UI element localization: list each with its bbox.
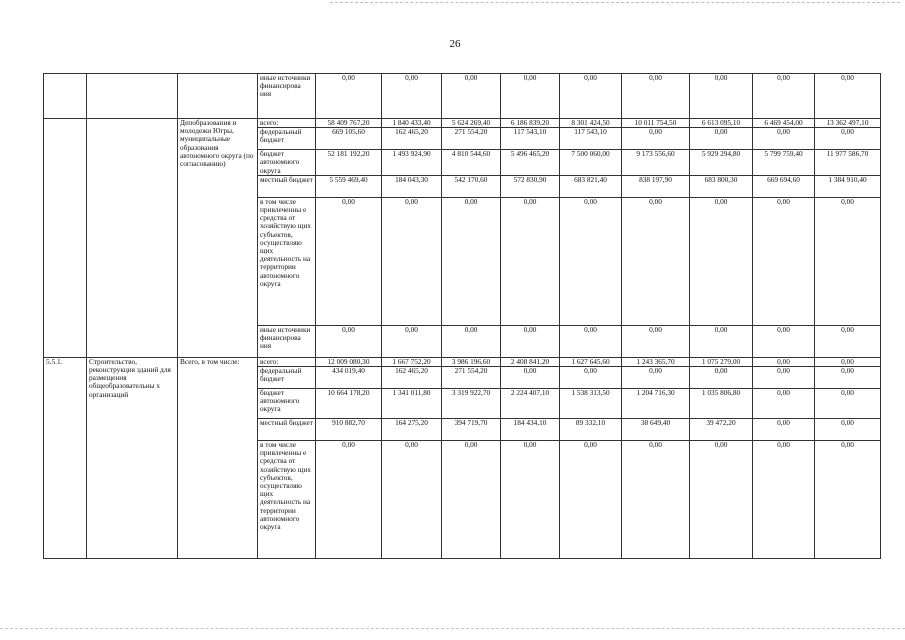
value-cell: 669 105,60: [316, 128, 382, 150]
value-cell: 0,00: [690, 197, 753, 325]
value-cell: 0,00: [622, 128, 690, 150]
value-cell: 0,00: [501, 367, 560, 389]
value-cell: 1 667 752,20: [382, 357, 442, 366]
code-cell: [44, 74, 87, 119]
value-cell: 3 319 922,70: [442, 389, 501, 419]
value-cell: 1 204 716,30: [622, 389, 690, 419]
value-cell: 0,00: [753, 197, 815, 325]
value-cell: 0,00: [501, 197, 560, 325]
source-label: федеральный бюджет: [258, 367, 316, 389]
value-cell: 1 341 011,80: [382, 389, 442, 419]
name-cell: Строительство, реконструкция зданий для размещения общеобразовательны х организаций: [87, 357, 178, 558]
value-cell: 10 011 754,50: [622, 119, 690, 128]
source-label: в том числе привлеченны е средства от хозяйствую щих субъектов, осуществляю щих деятельность на территории автономного округа: [258, 197, 316, 325]
value-cell: 39 472,20: [690, 419, 753, 441]
value-cell: 0,00: [622, 74, 690, 119]
value-cell: 0,00: [753, 128, 815, 150]
value-cell: 0,00: [753, 325, 815, 357]
value-cell: 58 409 767,20: [316, 119, 382, 128]
executor-cell: [178, 74, 258, 119]
budget-table: [43, 73, 881, 559]
value-cell: 7 500 060,00: [560, 150, 622, 176]
value-cell: 184 434,10: [501, 419, 560, 441]
value-cell: 10 664 178,20: [316, 389, 382, 419]
value-cell: 0,00: [382, 197, 442, 325]
table-row: [44, 74, 881, 119]
value-cell: 0,00: [501, 441, 560, 559]
value-cell: 6 469 454,00: [753, 119, 815, 128]
value-cell: 1 075 279,00: [690, 357, 753, 366]
value-cell: 0,00: [815, 419, 881, 441]
value-cell: 1 493 924,90: [382, 150, 442, 176]
value-cell: 0,00: [815, 74, 881, 119]
value-cell: 5 929 294,80: [690, 150, 753, 176]
value-cell: 5 799 759,40: [753, 150, 815, 176]
value-cell: 12 009 080,30: [316, 357, 382, 366]
source-label: иные источники финансирова ния: [258, 325, 316, 357]
value-cell: 1 035 806,80: [690, 389, 753, 419]
value-cell: 0,00: [316, 325, 382, 357]
value-cell: 910 882,70: [316, 419, 382, 441]
value-cell: 6 186 839,20: [501, 119, 560, 128]
value-cell: 683 800,30: [690, 175, 753, 197]
source-label: местный бюджет: [258, 419, 316, 441]
value-cell: 0,00: [690, 441, 753, 559]
value-cell: 0,00: [560, 74, 622, 119]
source-label: в том числе привлеченны е средства от хозяйствую щих субъектов, осуществляю щих деятельность на территории автономного округа: [258, 441, 316, 559]
value-cell: 162 465,20: [382, 367, 442, 389]
source-label: всего:: [258, 119, 316, 128]
value-cell: 0,00: [560, 325, 622, 357]
source-label: бюджет автономного округа: [258, 150, 316, 176]
value-cell: 1 538 313,50: [560, 389, 622, 419]
value-cell: 683 821,40: [560, 175, 622, 197]
value-cell: 184 043,30: [382, 175, 442, 197]
value-cell: 8 301 424,50: [560, 119, 622, 128]
value-cell: 0,00: [815, 367, 881, 389]
value-cell: 0,00: [560, 441, 622, 559]
value-cell: 0,00: [753, 74, 815, 119]
value-cell: 5 559 469,40: [316, 175, 382, 197]
value-cell: 0,00: [815, 197, 881, 325]
table-row: [44, 357, 881, 366]
value-cell: 669 694,60: [753, 175, 815, 197]
page-number: 26: [449, 38, 461, 50]
value-cell: 838 197,90: [622, 175, 690, 197]
executor-cell: Всего, в том числе:: [178, 357, 258, 558]
executor-cell: Депобразования и молодежи Югры, муниципальные образования автономного округа (по согласованию): [178, 119, 258, 358]
value-cell: 0,00: [622, 367, 690, 389]
value-cell: 4 810 544,60: [442, 150, 501, 176]
value-cell: 2 224 407,10: [501, 389, 560, 419]
source-label: местный бюджет: [258, 175, 316, 197]
name-cell: [87, 119, 178, 358]
value-cell: 9 173 556,60: [622, 150, 690, 176]
value-cell: 271 554,20: [442, 128, 501, 150]
name-cell: [87, 74, 178, 119]
source-label: иные источники финансирова ния: [258, 74, 316, 119]
value-cell: 0,00: [622, 197, 690, 325]
value-cell: 0,00: [753, 357, 815, 366]
value-cell: 542 170,60: [442, 175, 501, 197]
value-cell: 11 977 586,70: [815, 150, 881, 176]
value-cell: 89 332,10: [560, 419, 622, 441]
value-cell: 0,00: [316, 74, 382, 119]
value-cell: 164 275,20: [382, 419, 442, 441]
value-cell: 0,00: [815, 389, 881, 419]
value-cell: 0,00: [560, 197, 622, 325]
value-cell: 0,00: [753, 367, 815, 389]
value-cell: 0,00: [815, 357, 881, 366]
source-label: всего:: [258, 357, 316, 366]
value-cell: 0,00: [753, 389, 815, 419]
value-cell: 5 496 465,20: [501, 150, 560, 176]
value-cell: 0,00: [690, 325, 753, 357]
value-cell: 1 384 910,40: [815, 175, 881, 197]
value-cell: 6 613 095,10: [690, 119, 753, 128]
value-cell: 0,00: [442, 197, 501, 325]
value-cell: 0,00: [316, 441, 382, 559]
value-cell: 0,00: [622, 325, 690, 357]
value-cell: 117 543,10: [501, 128, 560, 150]
scan-artifact-top: [330, 2, 900, 3]
value-cell: 2 408 841,20: [501, 357, 560, 366]
value-cell: 0,00: [501, 325, 560, 357]
value-cell: 0,00: [753, 441, 815, 559]
value-cell: 0,00: [442, 325, 501, 357]
value-cell: 0,00: [382, 325, 442, 357]
value-cell: 0,00: [442, 74, 501, 119]
value-cell: 3 986 196,60: [442, 357, 501, 366]
value-cell: 162 465,20: [382, 128, 442, 150]
value-cell: 572 830,90: [501, 175, 560, 197]
value-cell: 0,00: [690, 128, 753, 150]
value-cell: 394 719,70: [442, 419, 501, 441]
code-cell: [44, 119, 87, 358]
value-cell: 38 649,40: [622, 419, 690, 441]
value-cell: 0,00: [442, 441, 501, 559]
value-cell: 0,00: [753, 419, 815, 441]
source-label: бюджет автономного округа: [258, 389, 316, 419]
value-cell: 0,00: [622, 441, 690, 559]
value-cell: 5 624 269,40: [442, 119, 501, 128]
value-cell: 0,00: [815, 325, 881, 357]
value-cell: 0,00: [815, 441, 881, 559]
value-cell: 271 554,20: [442, 367, 501, 389]
value-cell: 0,00: [690, 74, 753, 119]
value-cell: 1 627 645,60: [560, 357, 622, 366]
table-row: [44, 119, 881, 128]
code-cell: 5.5.1.: [44, 357, 87, 558]
value-cell: 0,00: [560, 367, 622, 389]
value-cell: 0,00: [382, 441, 442, 559]
value-cell: 1 243 365,70: [622, 357, 690, 366]
value-cell: 0,00: [815, 128, 881, 150]
source-label: федеральный бюджет: [258, 128, 316, 150]
value-cell: 0,00: [690, 367, 753, 389]
value-cell: 1 840 433,40: [382, 119, 442, 128]
value-cell: 434 019,40: [316, 367, 382, 389]
value-cell: 117 543,10: [560, 128, 622, 150]
value-cell: 52 181 192,20: [316, 150, 382, 176]
value-cell: 13 362 497,10: [815, 119, 881, 128]
scan-artifact-bottom: [0, 628, 905, 629]
value-cell: 0,00: [501, 74, 560, 119]
value-cell: 0,00: [382, 74, 442, 119]
value-cell: 0,00: [316, 197, 382, 325]
